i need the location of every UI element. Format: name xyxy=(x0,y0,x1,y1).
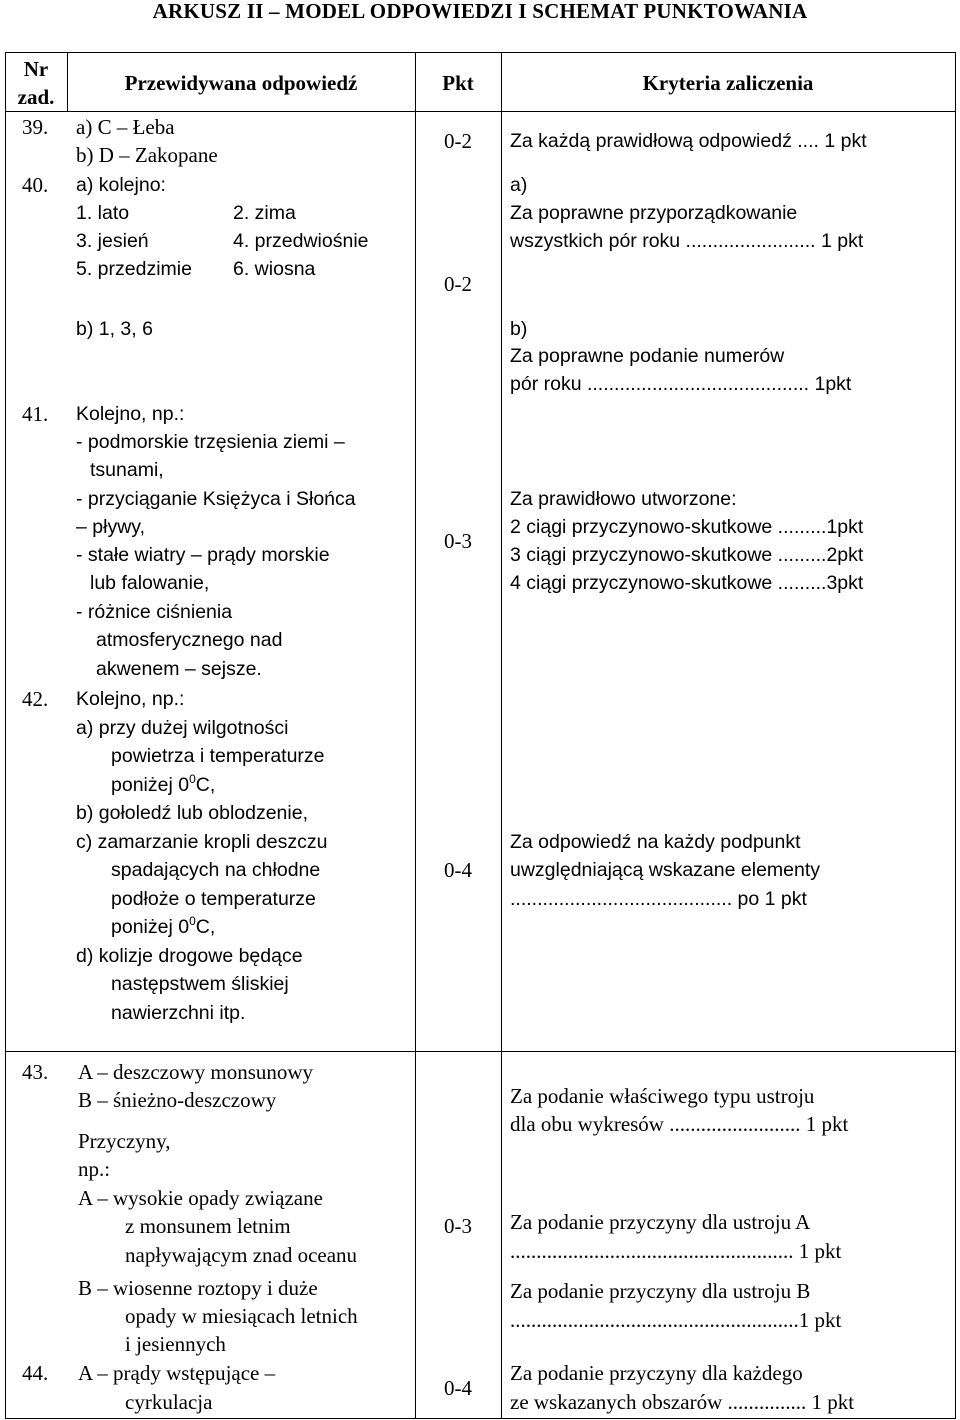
header-nr: Nr zad. xyxy=(17,57,55,109)
question-number-44: 44. xyxy=(22,1361,49,1385)
answer-43-line9: opady w miesiącach letnich xyxy=(125,1304,358,1328)
answer-42d-line1: d) kolizje drogowe będące xyxy=(76,945,303,967)
answer-41-line8: atmosferycznego nad xyxy=(96,629,283,651)
header-answer: Przewidywana odpowiedź xyxy=(124,71,358,95)
header-criteria: Kryteria zaliczenia xyxy=(642,71,814,95)
answer-42a-line2: powietrza i temperaturze xyxy=(111,745,325,767)
answer-42a-line3: poniżej $0^0C$, xyxy=(111,772,216,796)
criteria-43-line6: .......................................................1 pkt xyxy=(510,1308,842,1332)
answer-42c-line3: podłoże o temperaturze xyxy=(111,888,316,910)
answer-41-line3: - przyciąganie Księżyca i Słońca xyxy=(76,488,356,510)
page-title: ARKUSZ II – MODEL ODPOWIEDZI I SCHEMAT PUNKTOWANIA xyxy=(152,0,808,23)
criteria-43-line2: dla obu wykresów ......................... 1 pkt xyxy=(510,1112,849,1136)
answer-42c-line4: poniżej $0^0C$, xyxy=(111,914,216,938)
criteria-44-line1: Za podanie przyczyny dla każdego xyxy=(510,1361,803,1385)
criteria-43-line4: ...................................................... 1 pkt xyxy=(510,1239,842,1263)
answer-40-item-5: 5. przedzimie xyxy=(76,258,192,280)
criteria-43-line5: Za podanie przyczyny dla ustroju B xyxy=(510,1279,811,1303)
answer-43-line2: B – śnieżno-deszczowy xyxy=(78,1088,277,1112)
answer-42-intro: Kolejno, np.: xyxy=(76,688,185,710)
answer-40-item-3: 3. jesień xyxy=(76,230,149,252)
answer-43-line8: B – wiosenne roztopy i duże xyxy=(78,1276,318,1300)
question-number-43: 43. xyxy=(22,1060,49,1084)
answer-42a-line1: a) przy dużej wilgotności xyxy=(76,717,289,739)
question-number-42: 42. xyxy=(22,687,49,711)
header-pkt: Pkt xyxy=(442,71,474,95)
answer-40b: b) 1, 3, 6 xyxy=(76,318,153,340)
answer-40-item-4: 4. przedwiośnie xyxy=(233,230,369,252)
points-41: 0-3 xyxy=(444,529,472,553)
table-border-right xyxy=(955,52,956,1419)
answer-44-line1: A – prądy wstępujące – xyxy=(78,1361,276,1385)
answer-41-line4: – pływy, xyxy=(76,516,145,538)
criteria-40b-line1: Za poprawne podanie numerów xyxy=(510,345,785,367)
table-border-bottom xyxy=(5,1418,956,1419)
criteria-40b-line2: pór roku ......................................... 1pkt xyxy=(510,373,852,395)
answer-42d-line2: następstwem śliskiej xyxy=(111,973,289,995)
points-42: 0-4 xyxy=(444,858,472,882)
table-border-top xyxy=(5,52,956,53)
points-43: 0-3 xyxy=(444,1214,472,1238)
points-44: 0-4 xyxy=(444,1376,472,1400)
column-divider-pkt xyxy=(501,52,502,1419)
answer-43-line10: i jesiennych xyxy=(125,1332,226,1356)
row-divider-43 xyxy=(5,1051,956,1052)
answer-43-line3: Przyczyny, xyxy=(78,1129,171,1153)
answer-43-line6: z monsunem letnim xyxy=(125,1214,291,1238)
answer-41-line7: - różnice ciśnienia xyxy=(76,601,233,623)
criteria-42-line2: uwzględniającą wskazane elementy xyxy=(510,859,821,881)
criteria-43-line3: Za podanie przyczyny dla ustroju A xyxy=(510,1210,811,1234)
answer-42d-line3: nawierzchni itp. xyxy=(111,1002,246,1024)
answer-43-line7: napływającym znad oceanu xyxy=(125,1243,358,1267)
criteria-43-line1: Za podanie właściwego typu ustroju xyxy=(510,1084,815,1108)
answer-43-line4: np.: xyxy=(78,1157,111,1181)
table-border-left xyxy=(5,52,6,1419)
answer-41-line6: lub falowanie, xyxy=(90,572,210,594)
criteria-41-line4: 4 ciągi przyczynowo-skutkowe .........3pkt xyxy=(510,572,864,594)
question-number-40: 40. xyxy=(22,173,49,197)
answer-39a: a) C – Łeba xyxy=(76,115,175,139)
answer-40-item-6: 6. wiosna xyxy=(233,258,316,280)
answer-41-line9: akwenem – sejsze. xyxy=(96,658,262,680)
answer-42b: b) gołoledź lub oblodzenie, xyxy=(76,802,309,824)
answer-39b: b) D – Zakopane xyxy=(76,143,218,167)
answer-41-line1: - podmorskie trzęsienia ziemi – xyxy=(76,431,345,453)
criteria-40b-label: b) xyxy=(510,318,528,340)
criteria-44-line2: ze wskazanych obszarów ............... 1 pkt xyxy=(510,1390,855,1414)
criteria-41-line1: Za prawidłowo utworzone: xyxy=(510,488,737,510)
answer-43-line1: A – deszczowy monsunowy xyxy=(78,1060,314,1084)
criteria-42-line3: ......................................... po 1 pkt xyxy=(510,888,807,910)
answer-40a-label: a) kolejno: xyxy=(76,174,166,196)
header-divider xyxy=(5,111,956,112)
criteria-40a-line1: Za poprawne przyporządkowanie xyxy=(510,202,798,224)
criteria-40a-line2: wszystkich pór roku ........................ 1 pkt xyxy=(510,230,864,252)
answer-42c-line2: spadających na chłodne xyxy=(111,859,321,881)
question-number-41: 41. xyxy=(22,402,49,426)
criteria-42-line1: Za odpowiedź na każdy podpunkt xyxy=(510,831,801,853)
answer-43-line5: A – wysokie opady związane xyxy=(78,1186,323,1210)
points-40: 0-2 xyxy=(444,272,472,296)
answer-41-intro: Kolejno, np.: xyxy=(76,403,185,425)
question-number-39: 39. xyxy=(22,115,49,139)
points-39: 0-2 xyxy=(444,129,472,153)
answer-40-item-2: 2. zima xyxy=(233,202,296,224)
answer-41-line5: - stałe wiatry – prądy morskie xyxy=(76,544,330,566)
answer-42c-line1: c) zamarzanie kropli deszczu xyxy=(76,831,328,853)
criteria-41-line2: 2 ciągi przyczynowo-skutkowe .........1pkt xyxy=(510,516,864,538)
answer-44-line2: cyrkulacja xyxy=(125,1390,213,1414)
criteria-40a-label: a) xyxy=(510,174,528,196)
criteria-39: Za każdą prawidłową odpowiedź .... 1 pkt xyxy=(510,130,867,152)
criteria-41-line3: 3 ciągi przyczynowo-skutkowe .........2pkt xyxy=(510,544,864,566)
answer-41-line2: tsunami, xyxy=(90,459,164,481)
answer-40-item-1: 1. lato xyxy=(76,202,130,224)
